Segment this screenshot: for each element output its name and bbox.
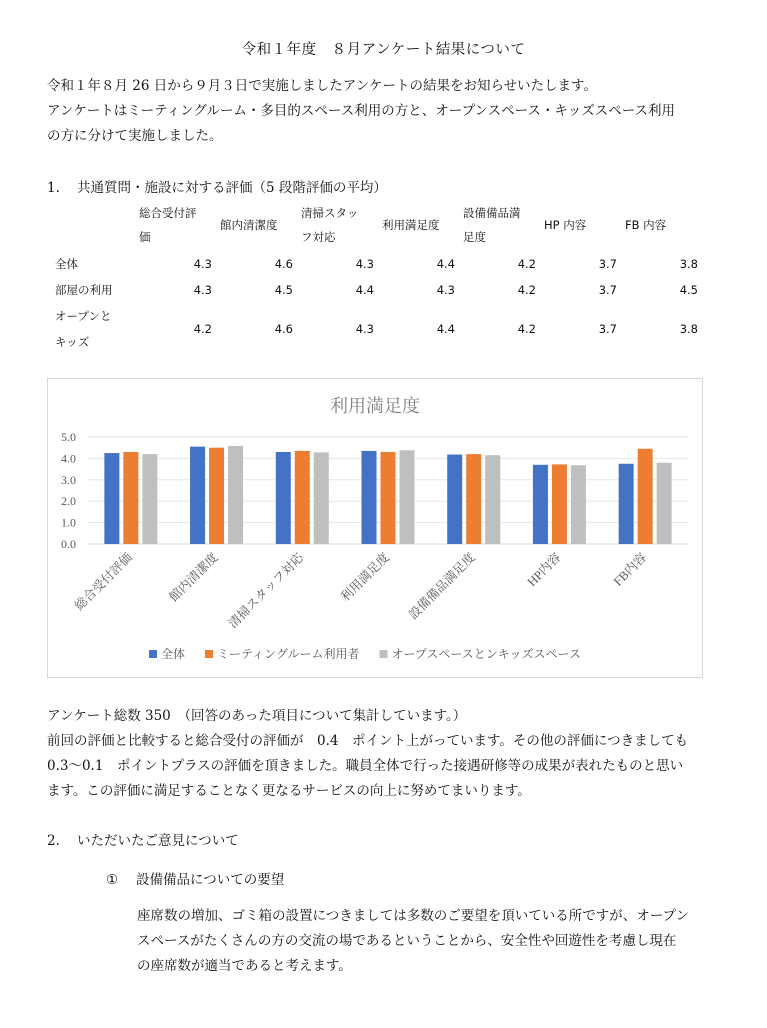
x-tick-label: 設備備品満足度 [406, 550, 478, 623]
x-tick-label: 総合受付評価 [72, 550, 135, 614]
column-header: 総合受付評 価 [139, 206, 197, 244]
table-cell: 3.7 [598, 283, 617, 297]
x-tick-label: 清掃スタッフ対応 [225, 550, 307, 631]
legend-label: オープスペースとンキッズスペース [391, 647, 581, 661]
table-cell: 4.5 [274, 283, 293, 297]
table-corner [47, 199, 139, 251]
intro-line: 令和１年８月 26 日から９月３日で実施しましたアンケートの結果をお知らせいたします。 [47, 78, 597, 94]
chart-frame [47, 378, 703, 678]
table-cell: 3.8 [679, 257, 698, 271]
column-header: FB 内容 [625, 218, 667, 232]
x-tick-label: 利用満足度 [338, 550, 393, 605]
table-cell: 4.4 [355, 283, 374, 297]
section-title: いただいたご意見について [77, 833, 239, 849]
table-row [47, 251, 706, 277]
section-2-heading [47, 829, 239, 849]
bar [466, 454, 481, 544]
table-cell: 4.2 [193, 322, 212, 336]
table-cell: 4.3 [355, 322, 374, 336]
table-cell: 4.3 [436, 283, 455, 297]
bar [142, 454, 157, 544]
y-tick-label: 5.0 [61, 430, 76, 444]
table-cell: 4.2 [517, 257, 536, 271]
score-table [47, 199, 706, 355]
paragraph-line: 座席数の増加、ゴミ箱の設置につきましては多数のご要望を頂いている所ですが、オープン [137, 908, 690, 924]
chart-title: 利用満足度 [330, 396, 420, 416]
table-cell: 4.6 [274, 257, 293, 271]
bar [447, 455, 462, 544]
intro-line: アンケートはミーティングルーム・多目的スペース利用の方と、オープンスペース・キッズスペース利用 [47, 103, 676, 119]
table-cell: 3.7 [598, 257, 617, 271]
circled-number: ① [106, 872, 119, 888]
subsection-paragraph [137, 904, 737, 979]
subsection-heading [106, 868, 284, 888]
bar [276, 452, 291, 544]
x-tick-label: 館内清潔度 [166, 550, 221, 605]
table-cell: 4.3 [193, 283, 212, 297]
bar [228, 446, 243, 544]
bar [485, 455, 500, 544]
table-row [47, 277, 706, 303]
row-label: オープンと キッズ [55, 309, 112, 349]
table-header-row [47, 199, 706, 251]
bar [123, 452, 138, 544]
paragraph-line: スペースがたくさんの方の交流の場であるということから、安全性や回遊性を考慮し現在 [137, 933, 677, 949]
table-row [47, 303, 706, 355]
section-number: 2. [47, 833, 60, 849]
bar [314, 452, 329, 544]
row-label: 部屋の利用 [55, 283, 113, 297]
subsection-title: 設備備品についての要望 [136, 872, 285, 888]
legend-swatch [149, 650, 157, 658]
y-tick-label: 0.0 [61, 537, 76, 551]
section-1-heading [47, 176, 387, 196]
column-header: HP 内容 [544, 218, 587, 232]
summary-line: アンケート総数 350 （回答のあった項目について集計しています。） [47, 708, 467, 724]
bar [104, 453, 119, 544]
bar [552, 464, 567, 544]
column-header: 館内清潔度 [220, 218, 278, 232]
bar-chart [48, 379, 702, 677]
paragraph-line: の座席数が適当であると考えます。 [137, 958, 352, 974]
legend-label: 全体 [161, 647, 186, 661]
column-header: 利用満足度 [382, 218, 440, 232]
summary-paragraph [47, 704, 737, 804]
table-cell: 4.4 [436, 257, 455, 271]
bar [190, 447, 205, 544]
section-title: 共通質問・施設に対する評価（5 段階評価の平均） [77, 180, 387, 196]
legend-swatch [379, 650, 387, 658]
bar [638, 449, 653, 544]
bar [619, 464, 634, 544]
bar [362, 451, 377, 544]
section-number: 1. [47, 180, 60, 196]
table-cell: 4.6 [274, 322, 293, 336]
bar [400, 450, 415, 544]
y-tick-label: 1.0 [61, 515, 76, 530]
summary-line: 0.3～0.1 ポイントプラスの評価を頂きました。職員全体で行った接遇研修等の成果が表れたものと思い [47, 758, 684, 774]
intro-paragraph [47, 74, 737, 149]
document-title: 令和１年度 ８月アンケート結果について [241, 42, 526, 58]
table-cell: 4.3 [355, 257, 374, 271]
legend-label: ミーティングルーム利用者 [217, 647, 360, 661]
intro-line: の方に分けて実施しました。 [47, 128, 223, 144]
table-cell: 4.3 [193, 257, 212, 271]
bar [657, 463, 672, 544]
bar [381, 452, 396, 544]
bar [295, 451, 310, 544]
y-tick-label: 3.0 [61, 472, 76, 487]
table-cell: 4.2 [517, 322, 536, 336]
column-header: 設備備品満 足度 [463, 206, 521, 244]
table-cell: 3.8 [679, 322, 698, 336]
bar [571, 465, 586, 544]
legend-swatch [205, 650, 213, 658]
x-tick-label: HP内容 [524, 550, 564, 590]
table-cell: 4.2 [517, 283, 536, 297]
summary-line: ます。この評価に満足することなく更なるサービスの向上に努めてまいります。 [47, 783, 531, 799]
x-tick-label: FB内容 [610, 550, 650, 589]
bar [209, 448, 224, 544]
bar [533, 465, 548, 544]
table-cell: 4.5 [679, 283, 698, 297]
y-tick-label: 2.0 [61, 494, 76, 509]
y-tick-label: 4.0 [61, 451, 76, 466]
row-label: 全体 [55, 257, 78, 271]
table-cell: 4.4 [436, 322, 455, 336]
column-header: 清掃スタッ フ対応 [301, 206, 359, 244]
summary-line: 前回の評価と比較すると総合受付の評価が 0.4 ポイント上がっています。その他の評価につきましても [47, 733, 689, 749]
table-cell: 3.7 [598, 322, 617, 336]
